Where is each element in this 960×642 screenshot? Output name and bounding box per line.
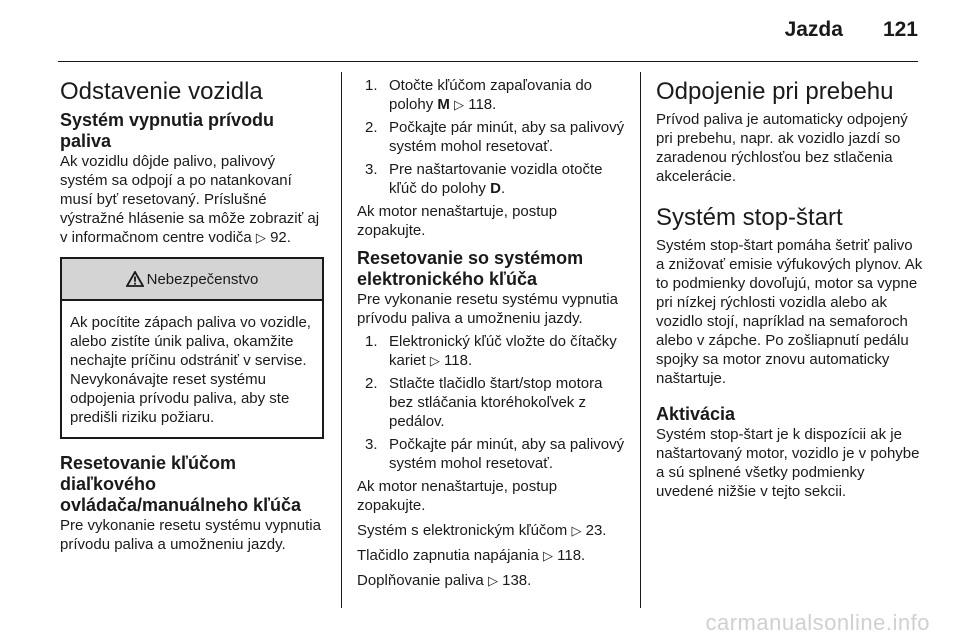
warning-text-2: Nevykonávajte reset systému odpojenia prívodu paliva, aby ste predišli riziku požiaru.	[70, 371, 290, 426]
step-text	[389, 76, 627, 114]
step-text-main: Pre naštartovanie vozidla otočte kľúč do polohy	[389, 161, 603, 197]
list-item	[357, 435, 627, 473]
heading-stop-start: Systém stop-štart	[656, 204, 843, 231]
page-ref-arrow-icon: ▷	[571, 523, 582, 538]
warning-title: Nebezpečenstvo	[146, 270, 259, 288]
heading-reset-electronic: Resetovanie so systémom elektronického kľúča	[357, 248, 584, 289]
step-text-bold: M	[437, 96, 450, 113]
step-number: 1.	[365, 77, 378, 94]
paragraph-fuel-cutoff	[60, 152, 324, 247]
page-ref-link[interactable]: 23.	[585, 522, 607, 539]
warning-body	[62, 301, 322, 437]
steps-list-electronic	[357, 332, 627, 473]
paragraph-no-start-2: Ak motor nenaštartuje, postup zopakujte.	[357, 478, 558, 514]
paragraph-no-start: Ak motor nenaštartuje, postup zopakujte.	[357, 203, 558, 239]
step-text-main: Elektronický kľúč vložte do čítačky kariet	[389, 333, 617, 369]
paragraph-reset-key: Pre vykonanie resetu systému vypnutia prívodu paliva a umožneniu jazdy.	[60, 517, 321, 553]
paragraph-activation: Systém stop-štart je k dispozícii ak je naštartovaný motor, vozidlo je v pohybe a sú splnené všetky podmienky uvedené nižšie v tejto sekcii.	[656, 426, 920, 500]
step-text	[389, 160, 627, 198]
column-right	[656, 72, 924, 501]
warning-text-1: Ak pocítite zápach paliva vo vozidle, alebo zistíte únik paliva, okamžite nechajte príčinu odstrániť v servise.	[70, 314, 311, 369]
list-item	[357, 118, 627, 156]
page-number: 121	[882, 18, 918, 41]
crossref-refuel	[357, 571, 627, 590]
step-text-main: Otočte kľúčom zapaľovania do polohy	[389, 77, 593, 113]
column-left	[60, 72, 324, 554]
page-ref-arrow-icon: ▷	[487, 573, 498, 588]
step-text	[389, 332, 627, 370]
page-ref-link[interactable]: 118.	[468, 96, 497, 113]
step-number: 2.	[365, 375, 378, 392]
warning-box	[60, 257, 324, 439]
paragraph-overrun: Prívod paliva je automaticky odpojený pri prebehu, napr. ak vozidlo jazdí so zaradenou rýchlosťou bez stlačenia akcelerácie.	[656, 111, 908, 185]
column-divider	[640, 72, 641, 608]
page-ref-arrow-icon: ▷	[255, 230, 266, 245]
list-item	[357, 76, 627, 114]
column-middle	[357, 72, 627, 590]
warning-header	[62, 259, 322, 301]
paragraph-reset-electronic: Pre vykonanie resetu systému vypnutia prívodu paliva a umožneniu jazdy.	[357, 291, 618, 327]
crossref-electronic-key	[357, 521, 627, 540]
crossref-text: Systém s elektronickým kľúčom	[357, 522, 568, 539]
header-rule	[58, 61, 918, 62]
heading-overrun: Odpojenie pri prebehu	[656, 78, 894, 105]
heading-reset-key: Resetovanie kľúčom diaľkového ovládača/manuálneho kľúča	[60, 453, 302, 515]
warning-triangle-icon	[126, 271, 144, 287]
column-divider	[341, 72, 342, 608]
step-text-bold: D	[490, 180, 501, 197]
step-text: Počkajte pár minút, aby sa palivový systém mohol resetovať.	[389, 436, 625, 472]
page-header	[0, 0, 960, 62]
step-number: 1.	[365, 333, 378, 350]
step-number: 2.	[365, 119, 378, 136]
list-item	[357, 160, 627, 198]
page-ref-link[interactable]: 138.	[502, 572, 532, 589]
page-ref-arrow-icon: ▷	[454, 97, 465, 112]
section-title: Jazda	[784, 18, 843, 41]
watermark: carmanualsonline.info	[705, 610, 930, 635]
crossref-ignition-button	[357, 546, 627, 565]
header-text	[785, 18, 918, 42]
page-ref-link[interactable]: 92.	[270, 229, 291, 246]
step-number: 3.	[365, 436, 378, 453]
heading-parking: Odstavenie vozidla	[60, 78, 263, 105]
step-text: Počkajte pár minút, aby sa palivový systém mohol resetovať.	[389, 119, 625, 155]
page-ref-arrow-icon: ▷	[542, 548, 553, 563]
crossref-text: Doplňovanie paliva	[357, 572, 484, 589]
page-ref-arrow-icon: ▷	[429, 353, 440, 368]
paragraph-stop-start: Systém stop-štart pomáha šetriť palivo a znižovať emisie výfukových plynov. Ak to podmienky dovoľujú, motor sa vypne pri nízkej rýchlosti vozidla alebo ak vozidlo stojí, napríklad na semaforoch alebo v zápche. Po zošliapnutí pedálu spojky sa motor znovu automaticky naštartuje.	[656, 237, 923, 387]
list-item	[357, 332, 627, 370]
page-ref-link[interactable]: 118.	[444, 352, 473, 369]
step-text: Stlačte tlačidlo štart/stop motora bez stláčania ktoréhokoľvek z pedálov.	[389, 375, 603, 430]
crossref-text: Tlačidlo zapnutia napájania	[357, 547, 539, 564]
step-text-end: .	[500, 180, 506, 197]
heading-fuel-cutoff: Systém vypnutia prívodu paliva	[60, 110, 275, 151]
heading-activation: Aktivácia	[656, 404, 736, 424]
paragraph-text: Ak vozidlu dôjde palivo, palivový systém sa odpojí a po natankovaní musí byť resetovaný. Príslušné výstražné hlásenie sa môže zobraziť aj v informačnom centre vodiča	[60, 153, 320, 246]
list-item	[357, 374, 627, 431]
page-ref-link[interactable]: 118.	[557, 547, 586, 564]
step-number: 3.	[365, 161, 378, 178]
steps-list-key	[357, 76, 627, 198]
